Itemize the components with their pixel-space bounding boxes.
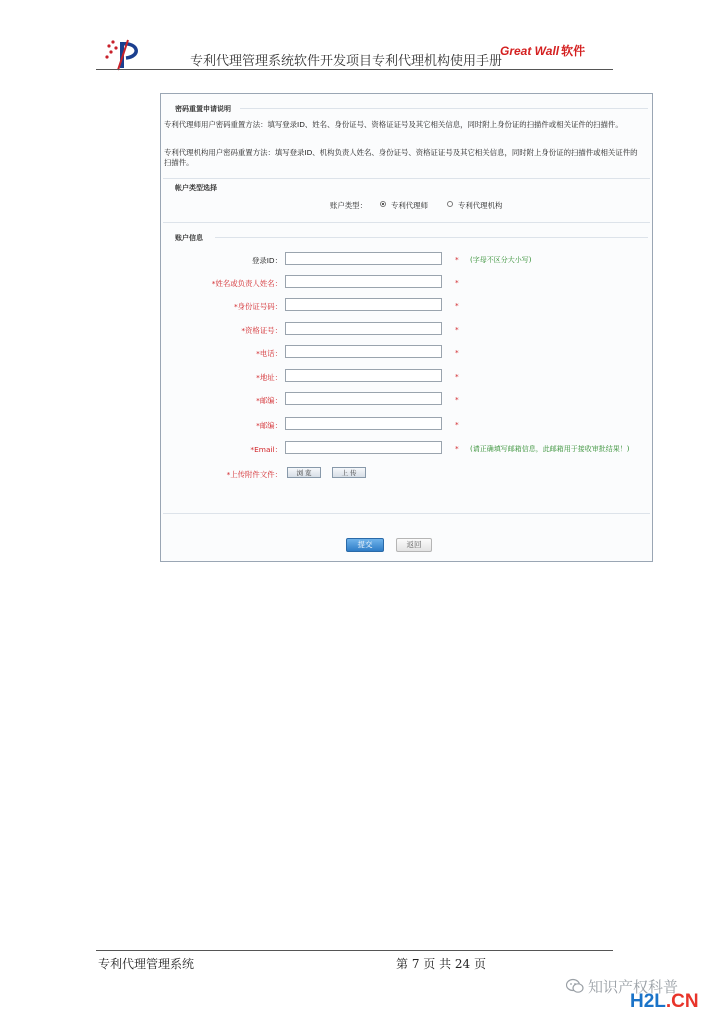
account-type-title: 帐户类型选择 bbox=[175, 184, 217, 192]
address-label: *地址： bbox=[256, 373, 282, 382]
email-hint: (请正确填写邮箱信息，此邮箱用于接收审批结果！) bbox=[470, 445, 630, 453]
footer-divider bbox=[96, 950, 613, 951]
phone-label: *电话： bbox=[256, 349, 282, 358]
watermark-site-h2l: H2L bbox=[630, 991, 666, 1012]
postcode-label: *邮编： bbox=[256, 396, 282, 405]
qualification-input[interactable] bbox=[285, 322, 442, 335]
email-input[interactable] bbox=[285, 441, 442, 454]
required-mark: * bbox=[455, 278, 459, 287]
required-mark: * bbox=[455, 301, 459, 310]
id-number-input[interactable] bbox=[285, 298, 442, 311]
account-type-label: 账户类型： bbox=[330, 201, 367, 210]
submit-button[interactable]: 提交 bbox=[346, 538, 384, 552]
account-info-title: 账户信息 bbox=[175, 234, 203, 242]
required-mark: * bbox=[455, 325, 459, 334]
required-mark: * bbox=[455, 444, 459, 453]
notice-title: 密码重置申请说明 bbox=[175, 105, 231, 113]
brand-suffix: 软件 bbox=[561, 44, 586, 58]
postcode-input[interactable] bbox=[285, 392, 442, 405]
required-mark: * bbox=[455, 348, 459, 357]
id-number-label: *身份证号码： bbox=[233, 302, 282, 311]
watermark-site-cn: .CN bbox=[665, 991, 699, 1012]
required-mark: * bbox=[455, 255, 459, 264]
wechat-icon bbox=[566, 978, 584, 994]
radio-agent[interactable] bbox=[380, 201, 386, 207]
required-mark: * bbox=[455, 395, 459, 404]
back-button[interactable]: 返回 bbox=[396, 538, 432, 552]
notice-para-agent: 专利代理师用户密码重置方法：填写登录ID、姓名、身份证号、资格证证号及其它相关信息，同时附上身份证的扫描件或相关证件的扫描件。 bbox=[164, 120, 623, 129]
section-divider bbox=[215, 237, 648, 238]
login-id-label: 登录ID： bbox=[251, 256, 282, 265]
login-id-input[interactable] bbox=[285, 252, 442, 265]
phone-input[interactable] bbox=[285, 345, 442, 358]
section-divider bbox=[240, 108, 648, 109]
name-label: *姓名或负责人姓名： bbox=[211, 279, 282, 288]
watermark-site bbox=[630, 991, 699, 1013]
radio-agent-label[interactable]: 专利代理师 bbox=[391, 201, 428, 210]
required-mark: * bbox=[455, 420, 459, 429]
patent-office-logo bbox=[104, 38, 150, 72]
section-divider bbox=[163, 222, 650, 223]
header-divider bbox=[96, 69, 613, 70]
brand-name: Great Wall bbox=[500, 44, 560, 58]
postcode-2-input[interactable] bbox=[285, 417, 442, 430]
login-id-hint: (字母不区分大小写) bbox=[470, 256, 532, 264]
notice-para-agency: 专利代理机构用户密码重置方法：填写登录ID、机构负责人姓名、身份证号、资格证证号及其它相关信息，同时附上身份证的扫描件或相关证件的扫描件。 bbox=[164, 148, 638, 167]
upload-label: *上传附件文件： bbox=[226, 470, 282, 479]
radio-agency-label[interactable]: 专利代理机构 bbox=[458, 201, 503, 210]
footer-system-name: 专利代理管理系统 bbox=[98, 957, 195, 971]
watermark-text: 知识产权科普 bbox=[588, 978, 679, 996]
greatwall-logo bbox=[500, 42, 585, 59]
upload-button[interactable]: 上 传 bbox=[332, 467, 366, 478]
address-input[interactable] bbox=[285, 369, 442, 382]
qualification-label: *资格证号： bbox=[241, 326, 282, 335]
page-number: 第 7 页 共 24 页 bbox=[396, 957, 486, 971]
postcode-2-label: *邮编： bbox=[256, 421, 282, 430]
radio-agency[interactable] bbox=[447, 201, 453, 207]
required-mark: * bbox=[455, 372, 459, 381]
section-divider bbox=[163, 513, 650, 514]
browse-button[interactable]: 浏 览 bbox=[287, 467, 321, 478]
section-divider bbox=[163, 178, 650, 179]
document-title: 专利代理管理系统软件开发项目专利代理机构使用手册 bbox=[190, 54, 503, 69]
name-input[interactable] bbox=[285, 275, 442, 288]
email-label: *Email： bbox=[250, 445, 282, 454]
